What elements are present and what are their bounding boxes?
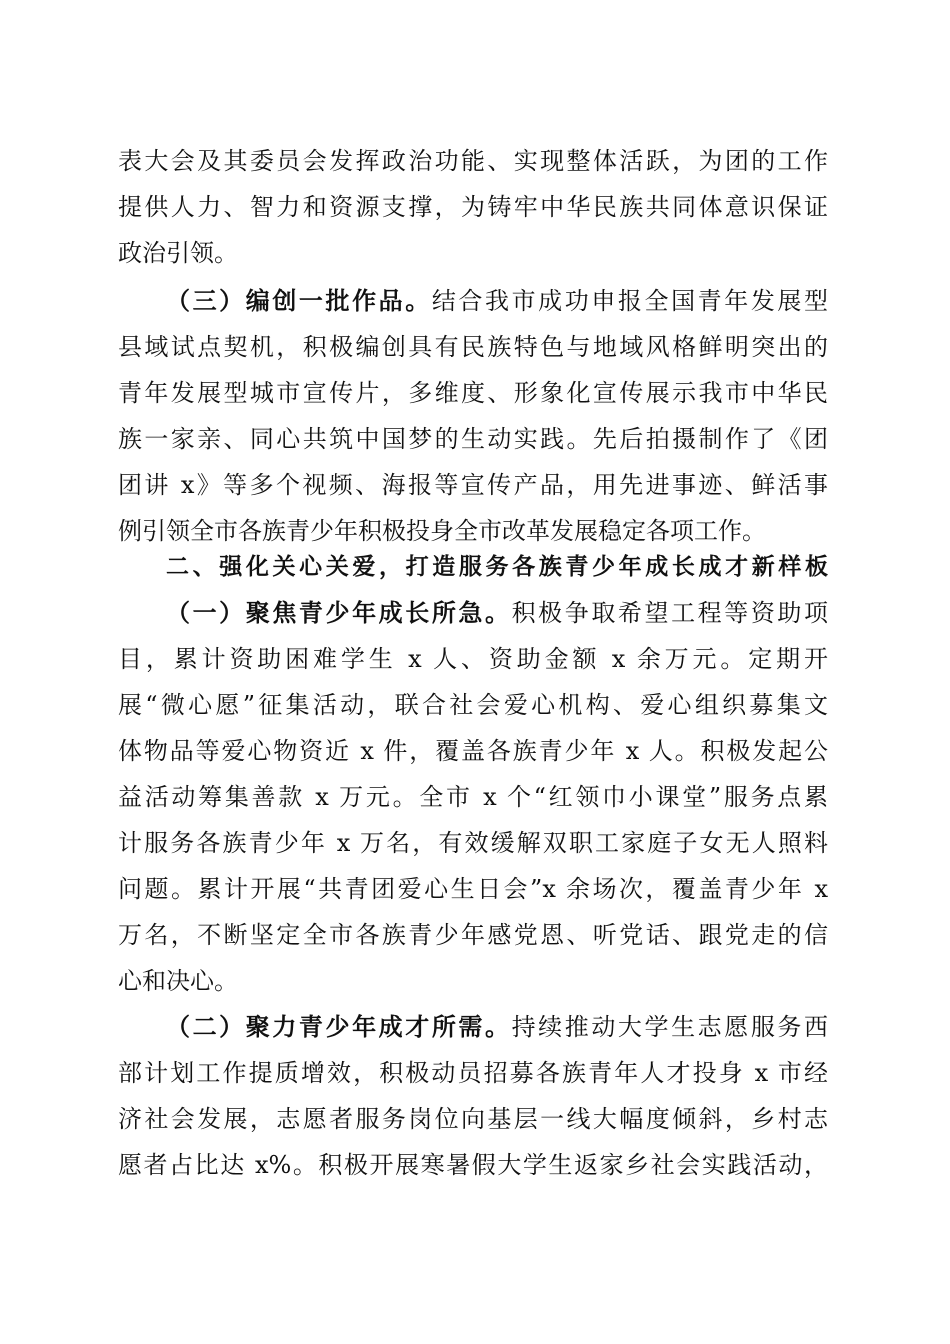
paragraph-4-line-3: 济社会发展，志愿者服务岗位向基层一线大幅度倾斜，乡村志 (118, 1105, 828, 1133)
paragraph-3-line-3: 展“微心愿”征集活动，联合社会爱心机构、爱心组织募集文 (118, 691, 828, 719)
paragraph-4-lead: （二）聚力青少年成才所需。 (166, 1013, 512, 1041)
paragraph-2-line-2: 县域试点契机，积极编创具有民族特色与地域风格鲜明突出的 (118, 333, 828, 361)
paragraph-3-line-6: 计服务各族青少年 x 万名，有效缓解双职工家庭子女无人照料 (118, 829, 828, 857)
paragraph-3-line-9: 心和决心。 (118, 967, 238, 995)
paragraph-3-lead: （一）聚焦青少年成长所急。 (166, 599, 512, 627)
paragraph-3-line-7: 问题。累计开展“共青团爱心生日会”x 余场次，覆盖青少年 x (118, 875, 828, 903)
paragraph-1-line-2: 提供人力、智力和资源支撑，为铸牢中华民族共同体意识保证 (118, 193, 828, 221)
paragraph-4-line-4: 愿者占比达 x%。积极开展寒暑假大学生返家乡社会实践活动， (118, 1151, 828, 1179)
paragraph-1-line-3: 政治引领。 (118, 239, 238, 267)
paragraph-4-line-2: 部计划工作提质增效，积极动员招募各族青年人才投身 x 市经 (118, 1059, 828, 1087)
section-heading: 二、强化关心关爱，打造服务各族青少年成长成才新样板 (166, 554, 828, 580)
paragraph-2-lead: （三）编创一批作品。 (166, 287, 432, 315)
paragraph-3-line-5: 益活动筹集善款 x 万元。全市 x 个“红领巾小课堂”服务点累 (118, 783, 828, 811)
paragraph-2-first-line (166, 278, 828, 324)
paragraph-4-first-rest: 持续推动大学生志愿服务西 (511, 1013, 829, 1041)
paragraph-3-line-8: 万名，不断坚定全市各族青少年感党恩、听党话、跟党走的信 (118, 921, 828, 949)
paragraph-3-line-4: 体物品等爱心物资近 x 件，覆盖各族青少年 x 人。积极发起公 (118, 737, 828, 765)
paragraph-2-line-4: 族一家亲、同心共筑中国梦的生动实践。先后拍摄制作了《团 (118, 425, 828, 453)
paragraph-4-first-line (166, 1004, 828, 1050)
paragraph-3-line-2: 目，累计资助困难学生 x 人、资助金额 x 余万元。定期开 (118, 645, 828, 673)
paragraph-2-line-6: 例引领全市各族青少年积极投身全市改革发展稳定各项工作。 (118, 517, 766, 545)
paragraph-2-line-3: 青年发展型城市宣传片，多维度、形象化宣传展示我市中华民 (118, 379, 828, 407)
paragraph-3-first-line (166, 590, 828, 636)
paragraph-3-first-rest: 积极争取希望工程等资助项 (511, 599, 829, 627)
paragraph-1-line-1: 表大会及其委员会发挥政治功能、实现整体活跃，为团的工作 (118, 147, 828, 175)
paragraph-2-line-5: 团讲 x》等多个视频、海报等宣传产品，用先进事迹、鲜活事 (118, 471, 828, 499)
paragraph-2-first-rest: 结合我市成功申报全国青年发展型 (431, 287, 829, 315)
